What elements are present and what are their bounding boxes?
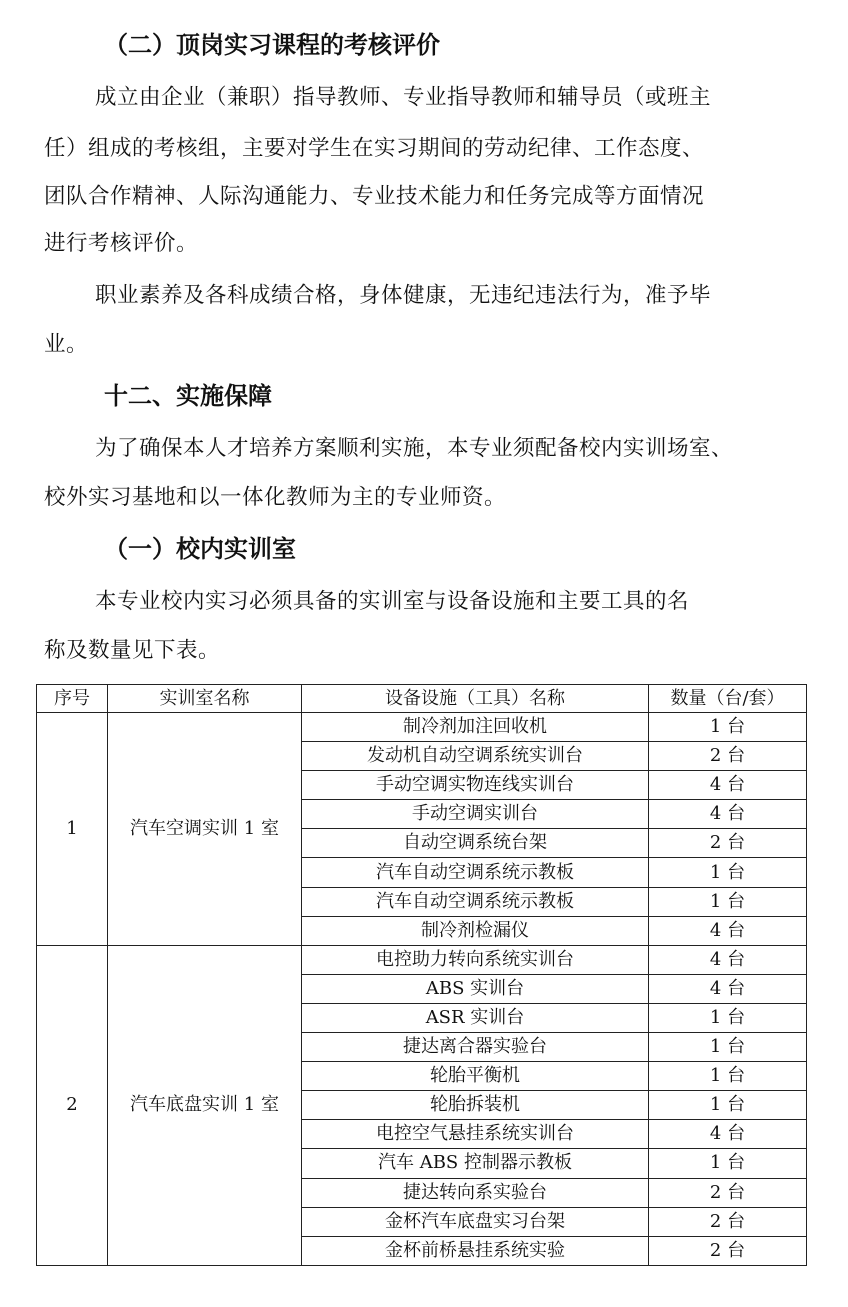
header-serial-no: 序号 (37, 685, 108, 713)
cell-quantity: 1 台 (649, 1003, 807, 1032)
cell-quantity: 4 台 (649, 1120, 807, 1149)
table-row (37, 945, 807, 974)
cell-equipment-name: 自动空调系统台架 (302, 829, 649, 858)
paragraph-line: 校外实习基地和以一体化教师为主的专业师资。 (44, 485, 507, 510)
cell-equipment-name: ASR 实训台 (302, 1003, 649, 1032)
paragraph-line: 任）组成的考核组，主要对学生在实习期间的劳动纪律、工作态度、 (44, 136, 705, 161)
heading-implementation: 十二、实施保障 (104, 381, 272, 410)
cell-quantity: 4 台 (649, 945, 807, 974)
cell-quantity: 2 台 (649, 1207, 807, 1236)
cell-equipment-name: 捷达转向系实验台 (302, 1178, 649, 1207)
cell-quantity: 1 台 (649, 1091, 807, 1120)
table-header-row (37, 685, 807, 713)
cell-equipment-name: 汽车 ABS 控制器示教板 (302, 1149, 649, 1178)
paragraph-line: 职业素养及各科成绩合格，身体健康，无违纪违法行为，准予毕 (95, 283, 712, 308)
cell-quantity: 4 台 (649, 916, 807, 945)
cell-equipment-name: 手动空调实训台 (302, 800, 649, 829)
cell-equipment-name: 制冷剂加注回收机 (302, 713, 649, 742)
cell-quantity: 4 台 (649, 974, 807, 1003)
cell-lab-name: 汽车底盘实训 1 室 (108, 945, 302, 1265)
equipment-table (36, 684, 807, 1266)
cell-equipment-name: 汽车自动空调系统示教板 (302, 858, 649, 887)
header-lab-name: 实训室名称 (108, 685, 302, 713)
paragraph-line: 成立由企业（兼职）指导教师、专业指导教师和辅导员（或班主 (95, 85, 712, 110)
cell-equipment-name: 金杯汽车底盘实习台架 (302, 1207, 649, 1236)
header-equipment-name: 设备设施（工具）名称 (302, 685, 649, 713)
cell-quantity: 2 台 (649, 742, 807, 771)
cell-equipment-name: 电控空气悬挂系统实训台 (302, 1120, 649, 1149)
cell-serial-no: 1 (37, 713, 108, 946)
cell-quantity: 2 台 (649, 1178, 807, 1207)
cell-equipment-name: 发动机自动空调系统实训台 (302, 742, 649, 771)
cell-serial-no: 2 (37, 945, 108, 1265)
cell-equipment-name: 轮胎平衡机 (302, 1062, 649, 1091)
header-quantity: 数量（台/套） (649, 685, 807, 713)
cell-quantity: 1 台 (649, 713, 807, 742)
cell-quantity: 1 台 (649, 858, 807, 887)
cell-equipment-name: ABS 实训台 (302, 974, 649, 1003)
heading-internship-assessment: （二）顶岗实习课程的考核评价 (104, 30, 440, 59)
paragraph-line: 本专业校内实习必须具备的实训室与设备设施和主要工具的名 (95, 589, 690, 614)
paragraph-line: 进行考核评价。 (44, 231, 199, 256)
paragraph-line: 称及数量见下表。 (44, 638, 221, 663)
cell-quantity: 2 台 (649, 829, 807, 858)
paragraph-line: 业。 (44, 332, 89, 357)
table-row (37, 713, 807, 742)
cell-lab-name: 汽车空调实训 1 室 (108, 713, 302, 946)
cell-quantity: 1 台 (649, 887, 807, 916)
cell-quantity: 1 台 (649, 1033, 807, 1062)
cell-quantity: 4 台 (649, 771, 807, 800)
cell-equipment-name: 制冷剂检漏仪 (302, 916, 649, 945)
cell-quantity: 1 台 (649, 1149, 807, 1178)
cell-equipment-name: 汽车自动空调系统示教板 (302, 887, 649, 916)
cell-equipment-name: 轮胎拆装机 (302, 1091, 649, 1120)
cell-equipment-name: 金杯前桥悬挂系统实验 (302, 1236, 649, 1265)
paragraph-line: 团队合作精神、人际沟通能力、专业技术能力和任务完成等方面情况 (44, 184, 705, 209)
cell-equipment-name: 手动空调实物连线实训台 (302, 771, 649, 800)
cell-equipment-name: 电控助力转向系统实训台 (302, 945, 649, 974)
cell-quantity: 1 台 (649, 1062, 807, 1091)
cell-quantity: 2 台 (649, 1236, 807, 1265)
paragraph-line: 为了确保本人才培养方案顺利实施，本专业须配备校内实训场室、 (95, 436, 734, 461)
heading-labs: （一）校内实训室 (104, 534, 296, 563)
cell-quantity: 4 台 (649, 800, 807, 829)
cell-equipment-name: 捷达离合器实验台 (302, 1033, 649, 1062)
